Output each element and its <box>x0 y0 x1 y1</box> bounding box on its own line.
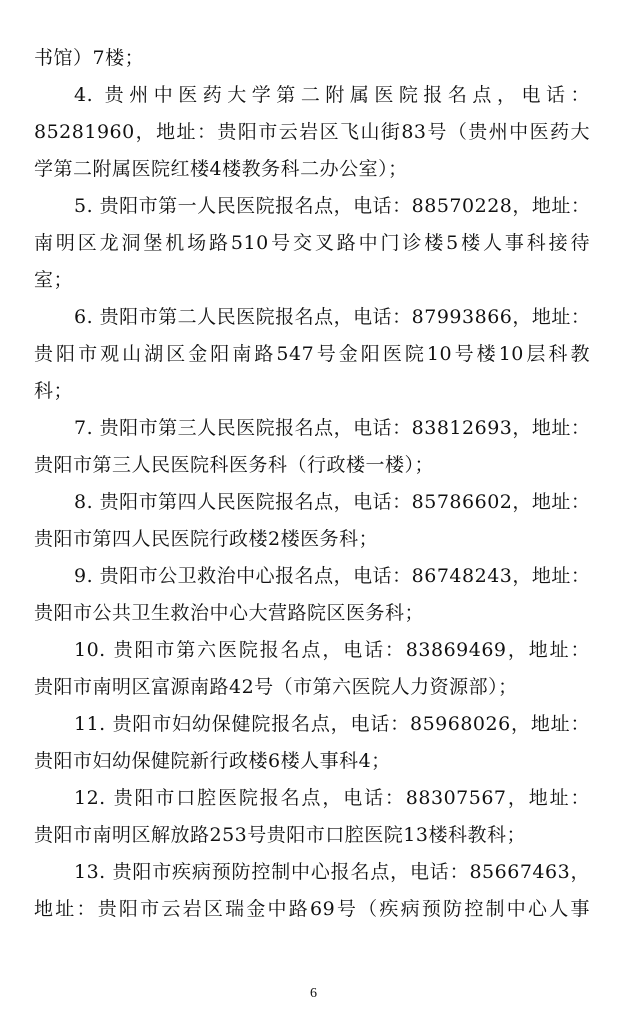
list-item-5-line: 5. 贵阳市第一人民医院报名点，电话：88570228，地址： <box>74 195 590 217</box>
text-line: 贵阳市公共卫生救治中心大营路院区医务科； <box>34 602 425 624</box>
text-line: 贵阳市观山湖区金阳南路547号金阳医院10号楼10层科教 <box>34 343 590 365</box>
text-line: 贵阳市南明区富源南路42号（市第六医院人力资源部）； <box>34 676 518 698</box>
list-item-10-line: 10. 贵阳市第六医院报名点，电话：83869469，地址： <box>74 639 590 661</box>
list-item-7-line: 7. 贵阳市第三人民医院报名点，电话：83812693，地址： <box>74 417 590 439</box>
text-line: 贵阳市妇幼保健院新行政楼6楼人事科4； <box>34 750 391 772</box>
text-line: 南明区龙洞堡机场路510号交叉路中门诊楼5楼人事科接待 <box>34 232 590 254</box>
text-line: 贵阳市南明区解放路253号贵阳市口腔医院13楼科教科； <box>34 824 526 846</box>
list-item-11-line: 11. 贵阳市妇幼保健院报名点，电话：85968026，地址： <box>74 713 590 735</box>
text-line: 书馆）7楼； <box>34 47 145 69</box>
list-item-4-line: 4. 贵州中医药大学第二附属医院报名点，电话： <box>74 84 590 106</box>
text-line: 贵阳市第四人民医院行政楼2楼医务科； <box>34 528 379 550</box>
list-item-12-line: 12. 贵阳市口腔医院报名点，电话：88307567，地址： <box>74 787 590 809</box>
list-item-8-line: 8. 贵阳市第四人民医院报名点，电话：85786602，地址： <box>74 491 590 513</box>
text-line: 室； <box>34 269 74 291</box>
text-line: 学第二附属医院红楼4楼教务科二办公室）； <box>34 158 408 180</box>
page-number: 6 <box>310 986 317 1001</box>
text-line: 85281960，地址：贵阳市云岩区飞山街83号（贵州中医药大 <box>34 121 590 143</box>
text-line: 科； <box>34 380 74 402</box>
list-item-9-line: 9. 贵阳市公卫救治中心报名点，电话：86748243，地址： <box>74 565 590 587</box>
body-text <box>34 40 590 928</box>
list-item-6-line: 6. 贵阳市第二人民医院报名点，电话：87993866，地址： <box>74 306 590 328</box>
list-item-13-line: 13. 贵阳市疾病预防控制中心报名点，电话：85667463， <box>74 861 590 883</box>
text-line: 地址：贵阳市云岩区瑞金中路69号（疾病预防控制中心人事 <box>34 898 590 920</box>
text-line: 贵阳市第三人民医院科医务科（行政楼一楼）； <box>34 454 435 476</box>
